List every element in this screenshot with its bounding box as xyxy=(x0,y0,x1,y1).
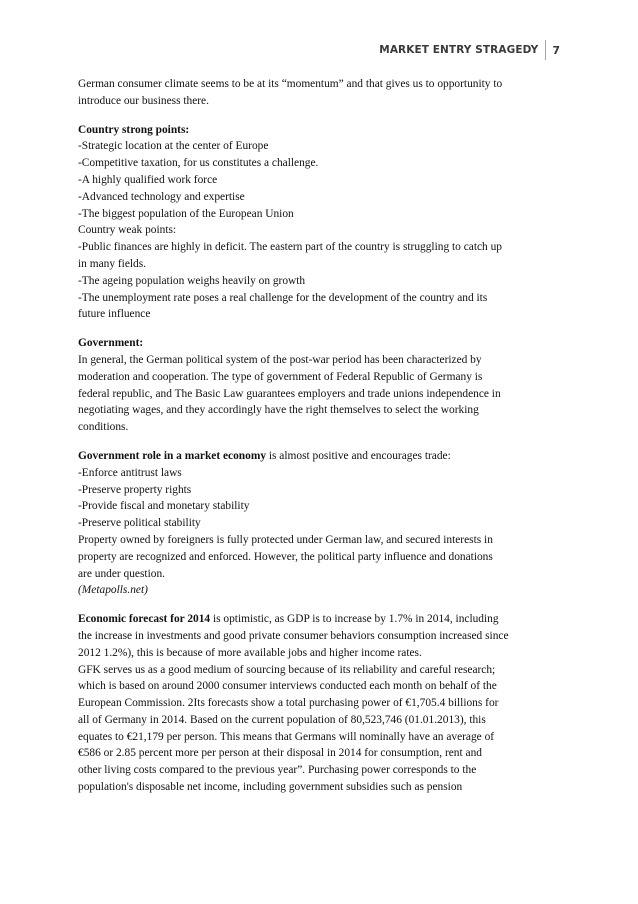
forecast-line: equates to €21,179 per person. This means that Germans will nominally have an average of xyxy=(78,730,495,743)
intro-line: introduce our business there. xyxy=(78,94,209,107)
government-line: federal republic, and The Basic Law guarantees employers and trade unions independence in xyxy=(78,387,501,400)
page-header xyxy=(379,40,560,60)
strong-points-section xyxy=(78,122,568,223)
weak-point-line: future influence xyxy=(78,308,151,321)
document-body xyxy=(78,76,568,796)
government-role-item: -Provide fiscal and monetary stability xyxy=(78,500,250,513)
page-number: 7 xyxy=(552,43,560,57)
government-line: moderation and cooperation. The type of government of Federal Republic of Germany is xyxy=(78,370,483,383)
weak-point-line: -Public finances are highly in deficit. The eastern part of the country is struggling to catch up xyxy=(78,241,502,254)
weak-points-heading: Country weak points: xyxy=(78,224,177,237)
government-section xyxy=(78,335,568,436)
government-role-heading: Government role in a market economy xyxy=(78,449,267,462)
government-role-heading-line xyxy=(78,448,568,465)
strong-point-item: -The biggest population of the European Union xyxy=(78,207,294,220)
forecast-line: all of Germany in 2014. Based on the current population of 80,523,746 (01.01.2013), this xyxy=(78,713,486,726)
government-line: In general, the German political system of the post-war period has been characterized by xyxy=(78,353,482,366)
economic-forecast-section xyxy=(78,611,568,796)
forecast-line: European Commission. 2Its forecasts show a total purchasing power of €1,705.4 billions for xyxy=(78,697,499,710)
government-role-item: -Preserve political stability xyxy=(78,517,201,530)
forecast-line: which is based on around 2000 consumer interviews conducted each month on behalf of the xyxy=(78,680,497,693)
forecast-line: 2012 1.2%), this is because of more available jobs and higher income rates. xyxy=(78,646,422,659)
forecast-heading-rest: is optimistic, as GDP is to increase by 1.7% in 2014, including xyxy=(210,613,499,626)
government-role-item: -Preserve property rights xyxy=(78,483,192,496)
government-line: negotiating wages, and they accordingly have the right themselves to select the working xyxy=(78,404,479,417)
government-heading: Government: xyxy=(78,337,144,350)
property-line: Property owned by foreigners is fully protected under German law, and secured interests in xyxy=(78,533,493,546)
property-line: property are recognized and enforced. However, the political party influence and donations xyxy=(78,550,493,563)
government-line: conditions. xyxy=(78,421,129,434)
weak-point-line: -The ageing population weighs heavily on growth xyxy=(78,274,306,287)
forecast-line: GFK serves us as a good medium of sourcing because of its reliability and careful research; xyxy=(78,663,496,676)
government-role-item: -Enforce antitrust laws xyxy=(78,466,182,479)
government-role-section xyxy=(78,448,568,599)
strong-point-item: -A highly qualified work force xyxy=(78,173,218,186)
strong-point-item: -Strategic location at the center of Europe xyxy=(78,140,269,153)
intro-paragraph xyxy=(78,76,568,110)
forecast-line: the increase in investments and good private consumer behaviors consumption increased since xyxy=(78,629,509,642)
weak-point-line: -The unemployment rate poses a real challenge for the development of the country and its xyxy=(78,291,488,304)
intro-line: German consumer climate seems to be at its “momentum” and that gives us to opportunity to xyxy=(78,78,503,90)
forecast-heading-line xyxy=(78,611,568,628)
header-title: MARKET ENTRY STRAGEDY xyxy=(379,44,539,56)
header-divider xyxy=(545,40,546,60)
strong-points-heading: Country strong points: xyxy=(78,123,190,136)
strong-point-item: -Competitive taxation, for us constitutes a challenge. xyxy=(78,157,319,170)
source-citation: (Metapolls.net) xyxy=(78,584,148,597)
strong-point-item: -Advanced technology and expertise xyxy=(78,190,245,203)
forecast-line: €586 or 2.85 percent more per person at their disposal in 2014 for consumption, rent and xyxy=(78,747,482,760)
weak-points-section xyxy=(78,222,568,323)
weak-point-line: in many fields. xyxy=(78,257,147,270)
property-line: are under question. xyxy=(78,567,165,580)
forecast-heading: Economic forecast for 2014 xyxy=(78,613,211,626)
forecast-line: other living costs compared to the previous year”. Purchasing power corresponds to the xyxy=(78,764,477,777)
forecast-line: population's disposable net income, including government subsidies such as pension xyxy=(78,781,463,794)
government-role-heading-rest: is almost positive and encourages trade: xyxy=(266,449,451,462)
